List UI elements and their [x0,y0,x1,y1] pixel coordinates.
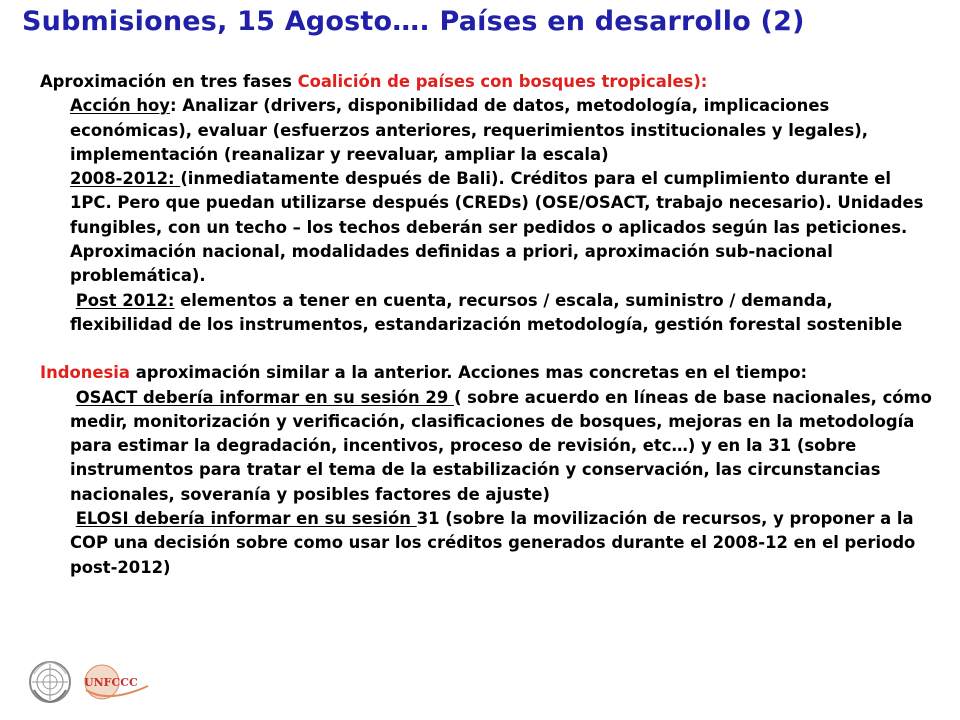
unfccc-logo-icon [78,660,158,704]
un-emblem-icon [28,660,72,704]
indonesia-name: Indonesia [40,363,130,383]
coalition-intro-text: Aproximación en tres fases [40,72,298,91]
indonesia-intro [40,361,935,385]
indonesia-item-osact-heading: OSACT debería informar en su sesión 29 [75,387,454,407]
indonesia-item-osact [40,386,935,507]
phase-accion-hoy-heading: Acción hoy [70,96,170,116]
section-spacer [40,337,935,361]
svg-text:UNFCCC: UNFCCC [84,676,138,689]
indonesia-intro-text: aproximación similar a la anterior. Acciones mas concretas en el tiempo: [129,363,808,383]
indonesia-item-elosi-heading: ELOSI debería informar en su sesión [75,509,417,529]
phase-accion-hoy [40,94,935,167]
indonesia-item-elosi-text: 31 (sobre la movilización de recursos, y proponer a la COP una decisión sobre como usar los créditos generados durante el 2008-12 en el periodo post-2012) [70,509,916,577]
phase-post-2012 [40,289,935,338]
phase-post-2012-text: elementos a tener en cuenta, recursos / escala, suministro / demanda, flexibilidad de los instrumentos, estandarización metodología, gestión forestal sostenible [70,290,903,334]
footer-logos [28,660,158,710]
coalition-name: Coalición de países con bosques tropicales): [297,72,708,91]
coalition-intro [40,70,935,94]
phase-2008-2012 [40,167,935,288]
phase-accion-hoy-text: : Analizar (drivers, disponibilidad de datos, metodología, implicaciones económicas), evaluar (esfuerzos anteriores, requerimientos institucionales y legales), implementación (reanalizar y reevaluar, ampliar la escala) [70,96,868,164]
phase-post-2012-heading: Post 2012: [75,290,175,310]
slide-body [40,70,935,580]
slide-title: Submisiones, 15 Agosto…. Países en desarrollo (2) [22,6,805,37]
indonesia-item-osact-text: ( sobre acuerdo en líneas de base nacionales, cómo medir, monitorización y verificación, clasificaciones de bosques, mejoras en la metodología para estimar la degradación, incentivos, proceso de revisión, etc…) y en la 31 (sobre instrumentos para tratar el tema de la estabilización y conservación, las circunstancias nacionales, soveranía y posibles factores de ajuste) [70,387,932,504]
phase-2008-2012-heading: 2008-2012: [70,169,181,189]
phase-2008-2012-text: (inmediatamente después de Bali). Créditos para el cumplimiento durante el 1PC. Pero que puedan utilizarse después (CREDs) (OSE/OSACT, trabajo necesario). Unidades fungibles, con un techo – los techos deberán ser pedidos o aplicados según las peticiones. Aproximación nacional, modalidades definidas a priori, aproximación sub-nacional problemática). [70,169,924,286]
indonesia-item-elosi [40,507,935,580]
